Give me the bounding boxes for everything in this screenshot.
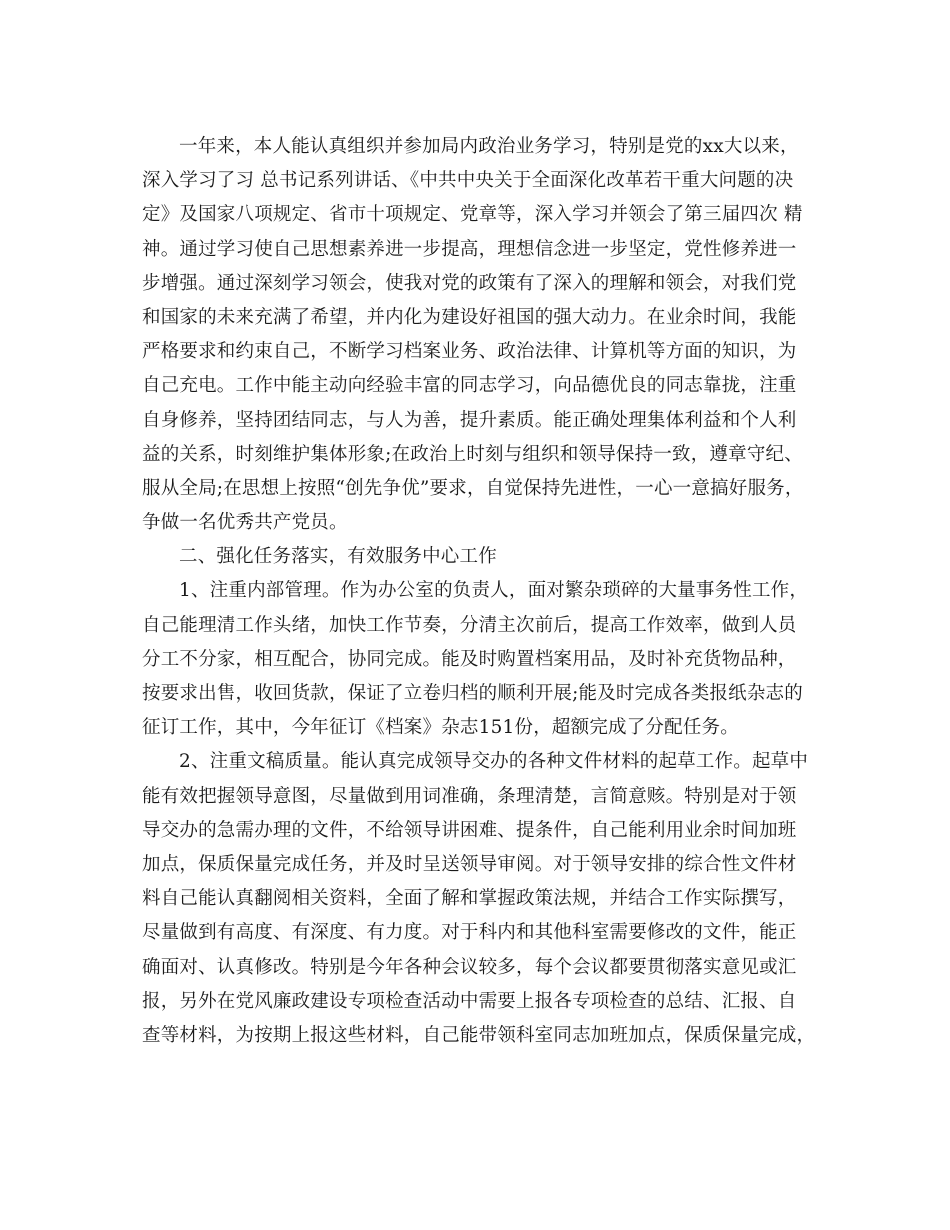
text-line: 步增强。通过深刻学习领会，使我对党的政策有了深入的理解和领会，对我们党 [142, 272, 797, 294]
text-line: 一年来，本人能认真组织并参加局内政治业务学习，特别是党的xx大以来， [179, 136, 799, 157]
text-line: 自己能理清工作头绪，加快工作节奏，分清主次前后，提高工作效率，做到人员 [142, 614, 797, 636]
text-line: 益的关系，时刻维护集体形象;在政治上时刻与组织和领导保持一致，遵章守纪、 [142, 443, 803, 465]
text-line: 查等材料，为按期上报这些材料，自己能带领科室同志加班加点，保质保量完成， [142, 1024, 816, 1046]
text-line: 能有效把握领导意图，尽量做到用词准确，条理清楚，言简意赅。特别是对于领 [142, 785, 797, 807]
text-line: 按要求出售，收回货款，保证了立卷归档的顺利开展;能及时完成各类报纸杂志的 [142, 683, 803, 704]
text-line: 征订工作，其中，今年征订《档案》杂志151份，超额完成了分配任务。 [142, 717, 739, 739]
text-line: 严格要求和约束自己，不断学习档案业务、政治法律、计算机等方面的知识，为 [142, 341, 797, 363]
text-line: 服从全局;在思想上按照“创先争优”要求，自觉保持先进性，一心一意搞好服务， [142, 477, 804, 499]
text-line: 定》及国家八项规定、省市十项规定、党章等，深入学习并领会了第三届四次 精 [142, 204, 803, 226]
text-line: 自己充电。工作中能主动向经验丰富的同志学习，向品德优良的同志靠拢，注重 [142, 375, 797, 397]
text-line: 尽量做到有高度、有深度、有力度。对于科内和其他科室需要修改的文件，能正 [142, 922, 797, 944]
text-line: 和国家的未来充满了希望，并内化为建设好祖国的强大动力。在业余时间，我能 [142, 306, 797, 328]
text-line: 报，另外在党风廉政建设专项检查活动中需要上报各专项检查的总结、汇报、自 [142, 990, 797, 1012]
text-line: 深入学习了习 总书记系列讲话、《中共中央关于全面深化改革若干重大问题的决 [142, 170, 794, 192]
text-line: 加点，保质保量完成任务，并及时呈送领导审阅。对于领导安排的综合性文件材 [142, 853, 797, 875]
text-line: 确面对、认真修改。特别是今年各种会议较多，每个会议都要贯彻落实意见或汇 [142, 956, 797, 978]
text-line: 料自己能认真翻阅相关资料，全面了解和掌握政策法规，并结合工作实际撰写， [142, 888, 797, 910]
text-line: 2、注重文稿质量。能认真完成领导交办的各种文件材料的起草工作。起草中 [179, 751, 809, 773]
text-line: 分工不分家，相互配合，协同完成。能及时购置档案用品，及时补充货物品种， [142, 648, 797, 670]
text-line: 神。通过学习使自己思想素养进一步提高，理想信念进一步坚定，党性修养进一 [142, 238, 797, 260]
text-line: 导交办的急需办理的文件，不给领导讲困难、提条件，自己能利用业余时间加班 [142, 819, 797, 841]
text-line: 争做一名优秀共产党员。 [142, 512, 348, 534]
document-body [142, 130, 822, 1053]
text-line: 自身修养，坚持团结同志，与人为善，提升素质。能正确处理集体利益和个人利 [142, 409, 797, 431]
text-line: 1、注重内部管理。作为办公室的负责人，面对繁杂琐碎的大量事务性工作， [179, 580, 809, 602]
section-heading: 二、强化任务落实，有效服务中心工作 [179, 546, 497, 568]
